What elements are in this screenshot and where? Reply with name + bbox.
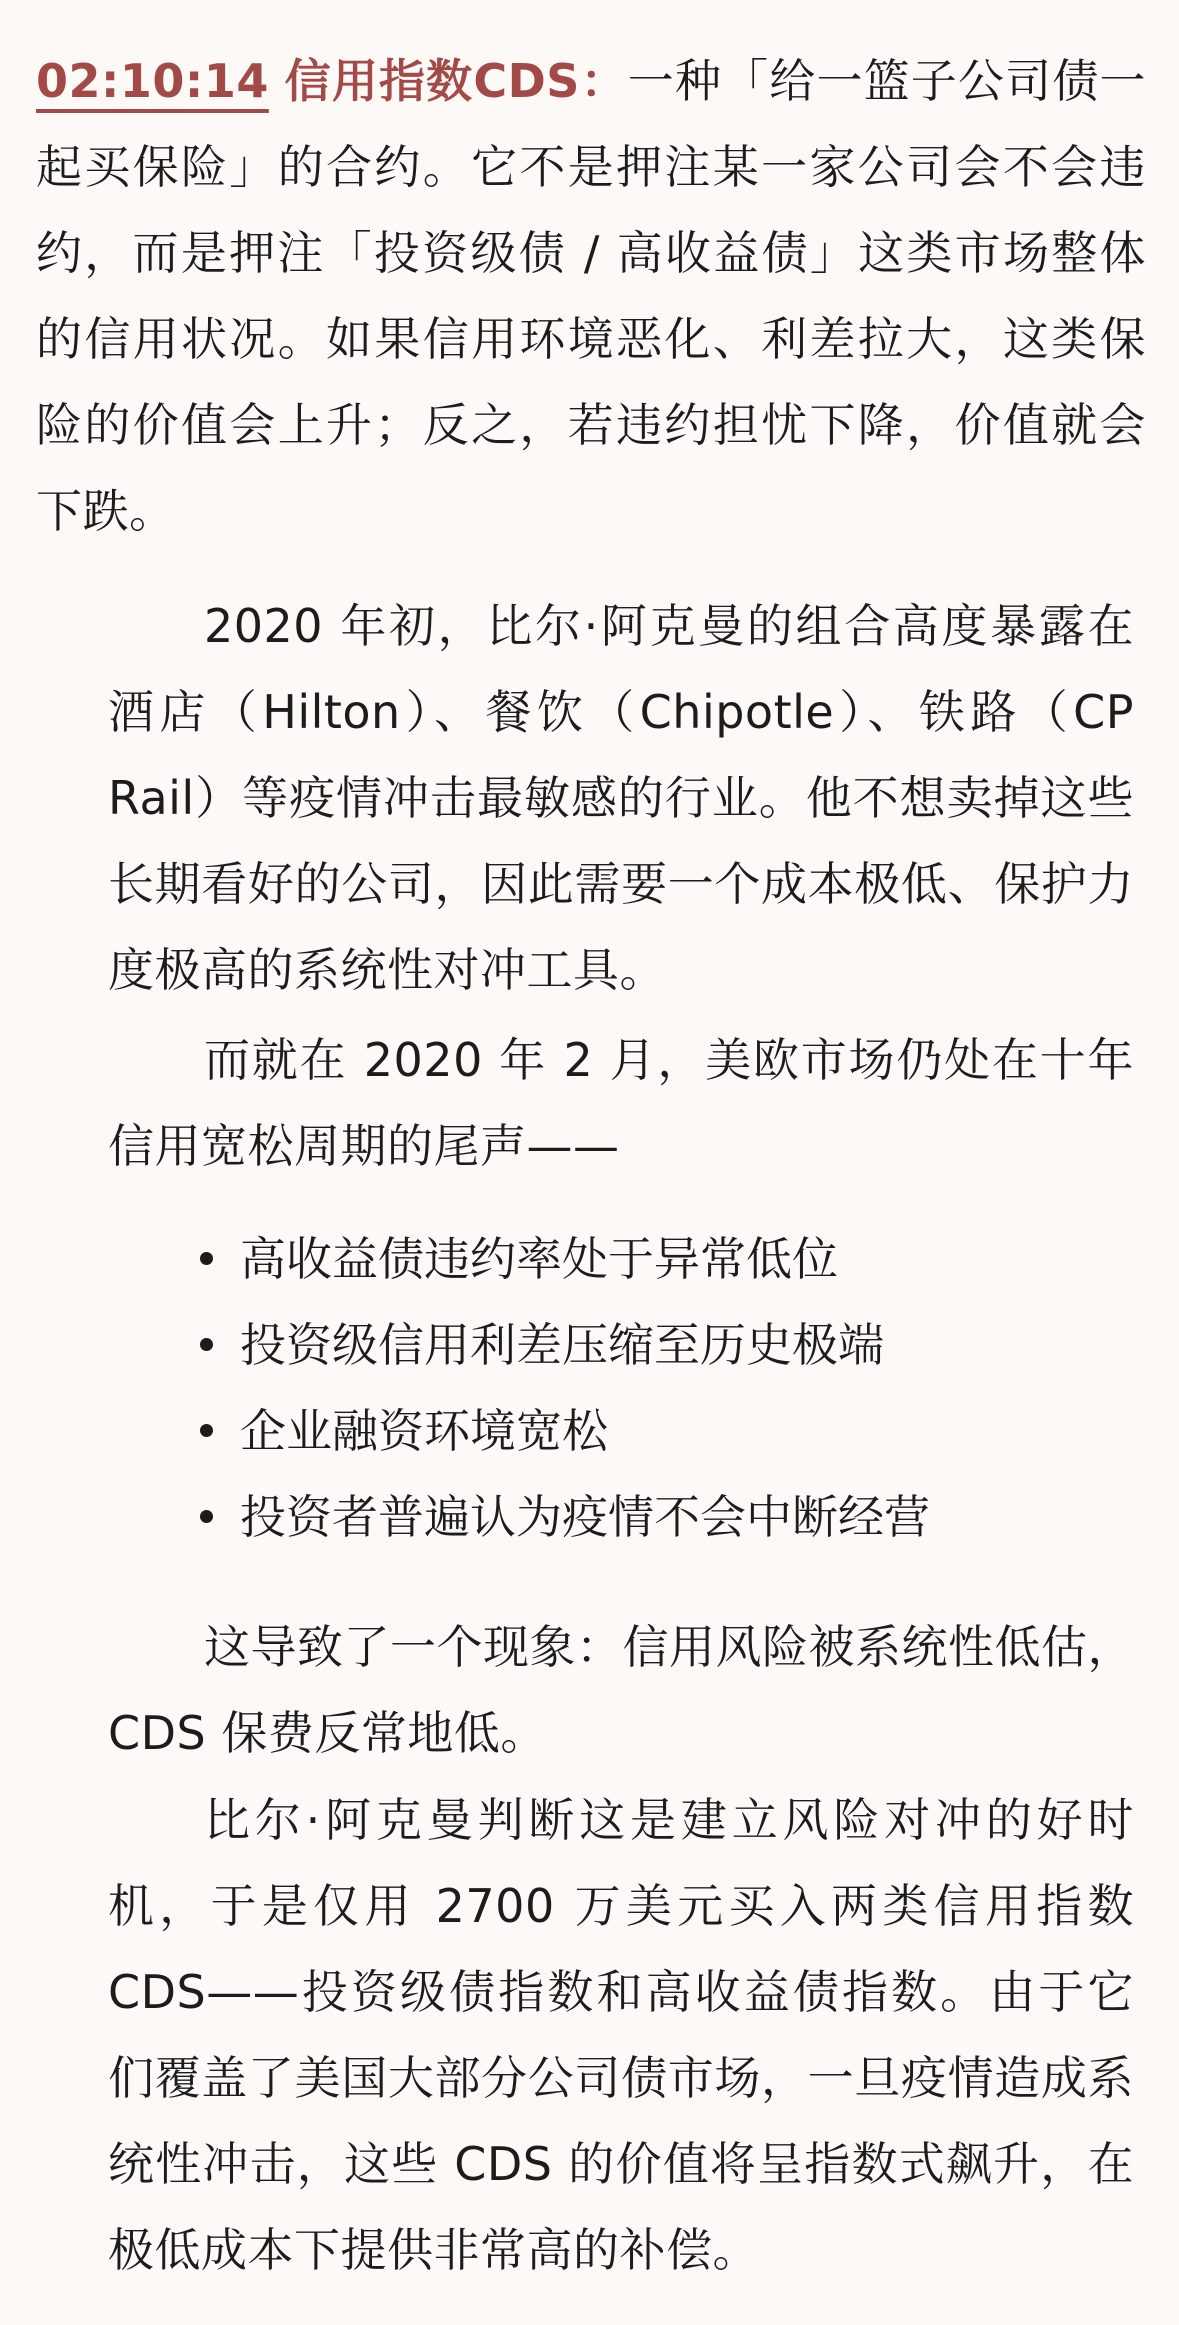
list-item: [108, 1216, 1128, 1302]
paragraph-1: 2020 年初，比尔·阿克曼的组合高度暴露在酒店（Hilton）、餐饮（Chipotle）、铁路（CP Rail）等疫情冲击最敏感的行业。他不想卖掉这些长期看好的公司，因此需要一个成本极低、保护力度极高的系统性对冲工具。: [108, 599, 1134, 997]
bullet-dot-icon: [200, 1338, 213, 1351]
paragraph-3: 这导致了一个现象：信用风险被系统性低估，CDS 保费反常地低。: [108, 1620, 1134, 1760]
bullet-list: [108, 1216, 1128, 1560]
bullet-dot-icon: [200, 1424, 213, 1437]
term-definition-text: 一种「给一篮子公司债一起买保险」的合约。它不是押注某一家公司会不会违约，而是押注「投资级债 / 高收益债」这类市场整体的信用状况。如果信用环境恶化、利差拉大，这类保险的价值会上升；反之，若违约担忧下降，价值就会下跌。: [36, 54, 1147, 538]
paragraph-4: 比尔·阿克曼判断这是建立风险对冲的好时机，于是仅用 2700 万美元买入两类信用指数 CDS——投资级债指数和高收益债指数。由于它们覆盖了美国大部分公司债市场，一旦疫情造成系统性冲击，这些 CDS 的价值将呈指数式飙升，在极低成本下提供非常高的补偿。: [108, 1793, 1134, 2277]
bullet-text: 企业融资环境宽松: [240, 1404, 608, 1458]
list-item: [108, 1388, 1128, 1474]
paragraph-3-block: [108, 1604, 1134, 1776]
timestamp-link[interactable]: 02:10:14: [36, 54, 269, 108]
paragraph-4-block: [108, 1777, 1134, 2293]
bullet-text: 投资级信用利差压缩至历史极端: [240, 1318, 884, 1372]
list-item: [108, 1474, 1128, 1560]
list-item: [108, 1302, 1128, 1388]
bullet-text: 投资者普遍认为疫情不会中断经营: [240, 1490, 930, 1544]
bullet-dot-icon: [200, 1510, 213, 1523]
bullet-text: 高收益债违约率处于异常低位: [240, 1232, 838, 1286]
term-title: 信用指数CDS：: [284, 54, 628, 108]
bullet-dot-icon: [200, 1252, 213, 1265]
paragraph-2-block: [108, 1017, 1134, 1189]
paragraph-2: 而就在 2020 年 2 月，美欧市场仍处在十年信用宽松周期的尾声——: [108, 1033, 1134, 1173]
term-definition: [36, 38, 1146, 554]
paragraph-1-block: [108, 583, 1134, 1013]
